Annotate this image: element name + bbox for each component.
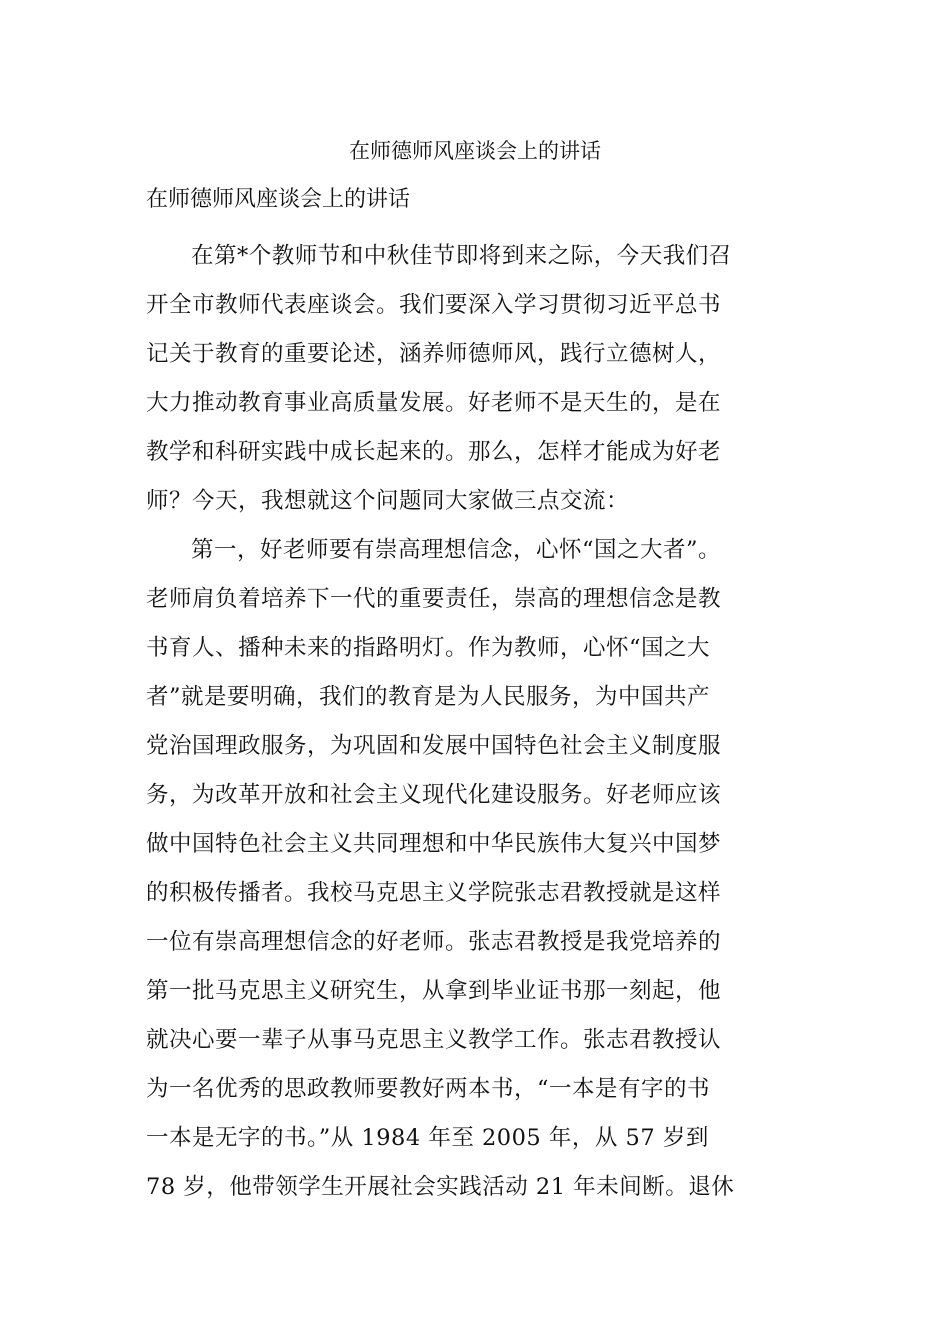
document-title: 在师德师风座谈会上的讲话 [349, 139, 601, 163]
paragraph-2-line: 第一批马克思主义研究生，从拿到毕业证书那一刻起，他 [146, 978, 722, 1004]
paragraph-2-line: 务，为改革开放和社会主义现代化建设服务。好老师应该 [146, 782, 722, 808]
paragraph-2-line: 78 岁，他带领学生开展社会实践活动 21 年未间断。退休 [146, 1174, 735, 1200]
paragraph-1-line: 教学和科研实践中成长起来的。那么，怎样才能成为好老 [146, 439, 722, 465]
paragraph-2-line: 一位有崇高理想信念的好老师。张志君教授是我党培养的 [146, 929, 722, 955]
paragraph-2-line: 者”就是要明确，我们的教育是为人民服务，为中国共产 [146, 684, 711, 710]
paragraph-2-line: 为一名优秀的思政教师要教好两本书，“一本是有字的书 [146, 1076, 711, 1102]
paragraph-1-line: 在第*个教师节和中秋佳节即将到来之际，今天我们召 [191, 243, 732, 269]
document-body [146, 232, 806, 1212]
paragraph-2-line: 书育人、播种未来的指路明灯。作为教师，心怀“国之大 [146, 635, 711, 661]
paragraph-2-line: 一本是无字的书。”从 1984 年至 2005 年，从 57 岁到 [146, 1125, 709, 1151]
paragraph-2-line: 的积极传播者。我校马克思主义学院张志君教授就是这样 [146, 880, 722, 906]
paragraph-1-line: 开全市教师代表座谈会。我们要深入学习贯彻习近平总书 [146, 292, 722, 318]
paragraph-1-line: 记关于教育的重要论述，涵养师德师风，践行立德树人， [146, 341, 722, 367]
paragraph-1-line: 大力推动教育事业高质量发展。好老师不是天生的，是在 [146, 390, 722, 416]
paragraph-1-line: 师？今天，我想就这个问题同大家做三点交流： [146, 488, 630, 514]
paragraph-2-line: 第一，好老师要有崇高理想信念，心怀“国之大者”。 [191, 537, 722, 563]
paragraph-2-line: 老师肩负着培养下一代的重要责任，崇高的理想信念是教 [146, 586, 722, 612]
paragraph-2-line: 就决心要一辈子从事马克思主义教学工作。张志君教授认 [146, 1027, 722, 1053]
document-subtitle: 在师德师风座谈会上的讲话 [146, 187, 411, 212]
paragraph-2-line: 党治国理政服务，为巩固和发展中国特色社会主义制度服 [146, 733, 722, 759]
paragraph-2-line: 做中国特色社会主义共同理想和中华民族伟大复兴中国梦 [146, 831, 722, 857]
